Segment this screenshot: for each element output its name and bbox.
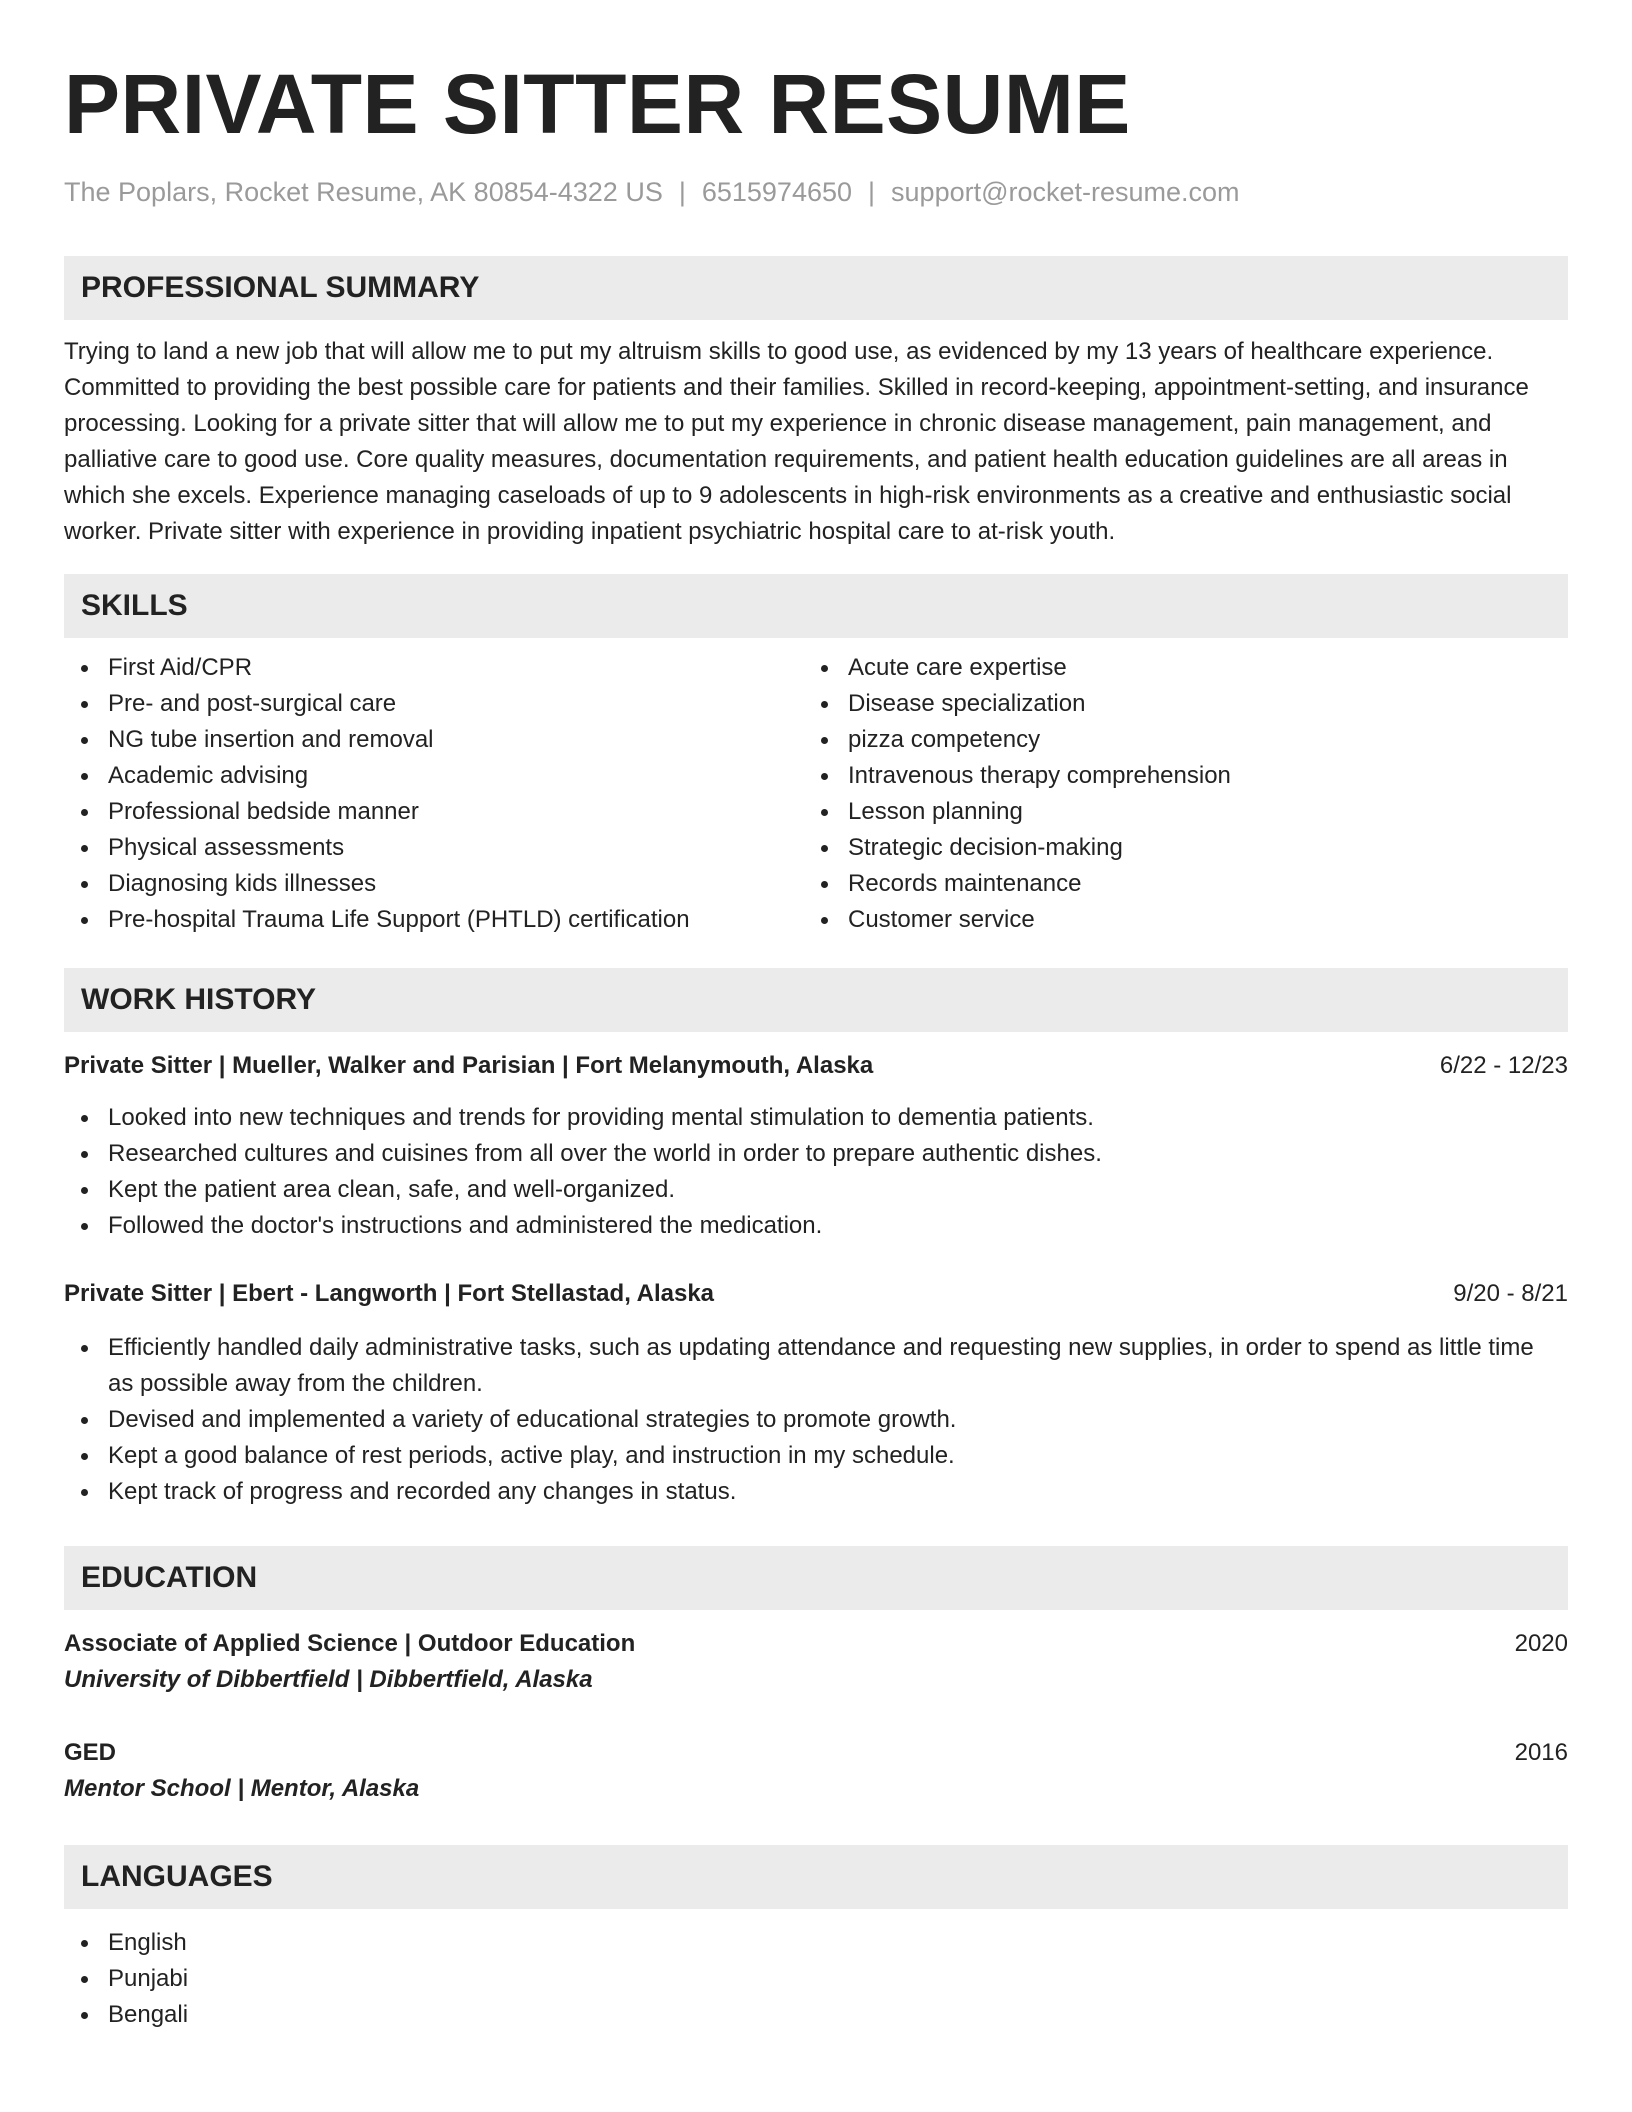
- language-item: English: [64, 1925, 1568, 1961]
- education-year: 2016: [1514, 1739, 1568, 1766]
- skills-list-right: [804, 650, 1544, 938]
- job-entry: [64, 1276, 1568, 1510]
- summary-section: [64, 256, 1568, 550]
- languages-list: [64, 1925, 1568, 2033]
- contact-phone: 6515974650: [701, 177, 853, 207]
- skill-item: Strategic decision-making: [804, 830, 1544, 866]
- skill-item: Acute care expertise: [804, 650, 1544, 686]
- summary-heading: PROFESSIONAL SUMMARY: [64, 256, 1568, 320]
- education-degree: GED: [64, 1739, 117, 1766]
- skill-item: Academic advising: [64, 758, 804, 794]
- education-entry: [64, 1626, 1568, 1698]
- skill-item: pizza competency: [804, 722, 1544, 758]
- summary-text: Trying to land a new job that will allow me to put my altruism skills to good use, as evidenced by my 13 years of healthcare experience. Committed to providing the best possible care for patients and their families. Skilled in record-keeping, appointment-setting, and insurance processing. Looking for a private sitter that will allow me to put my experience in chronic disease management, pain management, and palliative care to good use. Core quality measures, documentation requirements, and patient health education guidelines are all areas in which she excels. Experience managing caseloads of up to 9 adolescents in high-risk environments as a creative and enthusiastic social worker. Private sitter with experience in providing inpatient psychiatric hospital care to at-risk youth.: [64, 338, 1529, 545]
- language-item: Bengali: [64, 1997, 1568, 2033]
- job-header: [64, 1048, 1568, 1084]
- job-bullet: Researched cultures and cuisines from all over the world in order to prepare authentic dishes.: [64, 1136, 1568, 1172]
- education-degree: Associate of Applied Science | Outdoor Education: [64, 1630, 636, 1657]
- education-school: Mentor School | Mentor, Alaska: [64, 1775, 420, 1802]
- contact-separator: |: [868, 177, 876, 207]
- job-header: [64, 1276, 1568, 1312]
- skill-item: Disease specialization: [804, 686, 1544, 722]
- job-bullets: [64, 1100, 1568, 1244]
- work-section: [64, 968, 1568, 1510]
- resume-name: PRIVATE SITTER RESUME: [64, 57, 1131, 151]
- skill-item: First Aid/CPR: [64, 650, 804, 686]
- skill-item: Pre- and post-surgical care: [64, 686, 804, 722]
- job-bullet: Efficiently handled daily administrative tasks, such as updating attendance and requesting new supplies, in order to spend as little time as possible away from the children.: [64, 1330, 1548, 1402]
- skills-section: [64, 574, 1568, 938]
- job-title: Private Sitter | Ebert - Langworth | Fort Stellastad, Alaska: [64, 1280, 715, 1307]
- skill-item: Intravenous therapy comprehension: [804, 758, 1544, 794]
- job-bullet: Followed the doctor's instructions and administered the medication.: [64, 1208, 1568, 1244]
- job-bullet: Kept track of progress and recorded any changes in status.: [64, 1474, 1548, 1510]
- skill-item: Records maintenance: [804, 866, 1544, 902]
- job-bullet: Devised and implemented a variety of educational strategies to promote growth.: [64, 1402, 1548, 1438]
- education-header: [64, 1626, 1568, 1662]
- education-year: 2020: [1514, 1630, 1568, 1657]
- contact-line: [64, 174, 1568, 210]
- job-title: Private Sitter | Mueller, Walker and Parisian | Fort Melanymouth, Alaska: [64, 1052, 874, 1079]
- skill-item: Pre-hospital Trauma Life Support (PHTLD) certification: [64, 902, 804, 938]
- skills-heading: SKILLS: [64, 574, 1568, 638]
- skills-list-left: [64, 650, 804, 938]
- skill-item: Physical assessments: [64, 830, 804, 866]
- education-heading: EDUCATION: [64, 1546, 1568, 1610]
- education-header: [64, 1735, 1568, 1771]
- contact-separator: |: [678, 177, 686, 207]
- contact-email: support@rocket-resume.com: [891, 177, 1240, 207]
- contact-address: The Poplars, Rocket Resume, AK 80854-4322 US: [64, 177, 663, 207]
- job-bullet: Kept a good balance of rest periods, active play, and instruction in my schedule.: [64, 1438, 1548, 1474]
- job-bullet: Kept the patient area clean, safe, and well-organized.: [64, 1172, 1568, 1208]
- job-bullets: [64, 1330, 1568, 1510]
- education-school: University of Dibbertfield | Dibbertfield, Alaska: [64, 1666, 593, 1693]
- job-entry: [64, 1048, 1568, 1244]
- education-section: [64, 1546, 1568, 1807]
- job-dates: 9/20 - 8/21: [1453, 1280, 1568, 1307]
- skills-grid: [64, 650, 1568, 938]
- job-dates: 6/22 - 12/23: [1439, 1052, 1568, 1079]
- skill-item: Professional bedside manner: [64, 794, 804, 830]
- skill-item: Diagnosing kids illnesses: [64, 866, 804, 902]
- languages-heading: LANGUAGES: [64, 1845, 1568, 1909]
- languages-section: [64, 1845, 1568, 2033]
- job-bullet: Looked into new techniques and trends for providing mental stimulation to dementia patients.: [64, 1100, 1568, 1136]
- language-item: Punjabi: [64, 1961, 1568, 1997]
- skill-item: Customer service: [804, 902, 1544, 938]
- education-entry: [64, 1735, 1568, 1807]
- work-heading: WORK HISTORY: [64, 968, 1568, 1032]
- skill-item: Lesson planning: [804, 794, 1544, 830]
- skill-item: NG tube insertion and removal: [64, 722, 804, 758]
